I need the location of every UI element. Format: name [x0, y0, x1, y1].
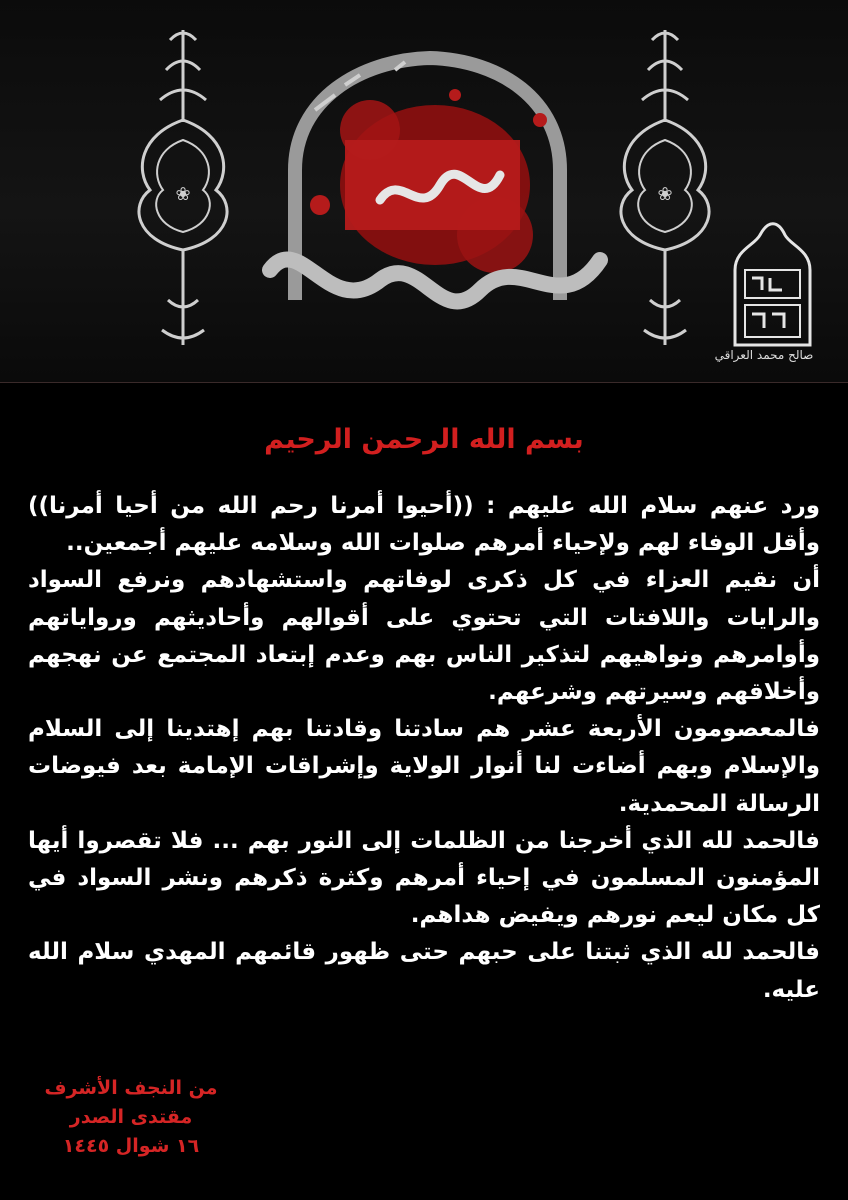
statement-body: [28, 488, 820, 1009]
header-banner: [0, 0, 848, 383]
paragraph-5: فالحمد لله الذي ثبتنا على حبهم حتى ظهور قائمهم المهدي سلام الله عليه.: [28, 939, 820, 1003]
paragraph-4: فالحمد لله الذي أخرجنا من الظلمات إلى النور بهم ... فلا تقصروا أيها المؤمنون المسلمون في إحياء أمرهم وكثرة ذكرهم ونشر السواد في كل مكان ليعم نورهم ويفيض هداهم.: [28, 827, 820, 929]
left-ornament-text: ❀: [175, 184, 191, 205]
central-calligraphy-icon: [270, 58, 600, 301]
logo-caption: صالح محمد العراقي: [714, 348, 814, 362]
paragraph-3: فالمعصومون الأربعة عشر هم سادتنا وقادتنا بهم إهتدينا إلى السلام والإسلام وبهم أضاءت لنا أنوار الولاية وإشراقات الإمامة بعد فيوضات الرسالة المحمدية.: [28, 716, 820, 817]
brand-logo-icon: [735, 224, 810, 345]
signature-place: من النجف الأشرف: [44, 1077, 218, 1099]
signature-block: [36, 1074, 226, 1161]
signature-name: مقتدى الصدر: [69, 1106, 193, 1128]
banner-artwork: [0, 0, 848, 382]
signature-date: ١٦ شوال ١٤٤٥: [62, 1135, 200, 1157]
paragraph-1: ورد عنهم سلام الله عليهم : ((أحيوا أمرنا رحم الله من أحيا أمرنا)) وأقل الوفاء لهم ولإحياء أمرهم صلوات الله وسلامه عليهم أجمعين..: [28, 493, 820, 557]
basmala-heading: بسم الله الرحمن الرحيم: [264, 424, 584, 455]
paragraph-2: أن نقيم العزاء في كل ذكرى لوفاتهم واستشهادهم ونرفع السواد والرايات واللافتات التي تحتوي على أقوالهم وأحاديثهم ورواياتهم وأوامرهم ونواهيهم لتذكير الناس بهم وعدم إبتعاد المجتمع عن نهجهم وأخلاقهم وسيرتهم وشرعهم.: [28, 567, 820, 706]
right-ornament-text: ❀: [657, 184, 673, 205]
